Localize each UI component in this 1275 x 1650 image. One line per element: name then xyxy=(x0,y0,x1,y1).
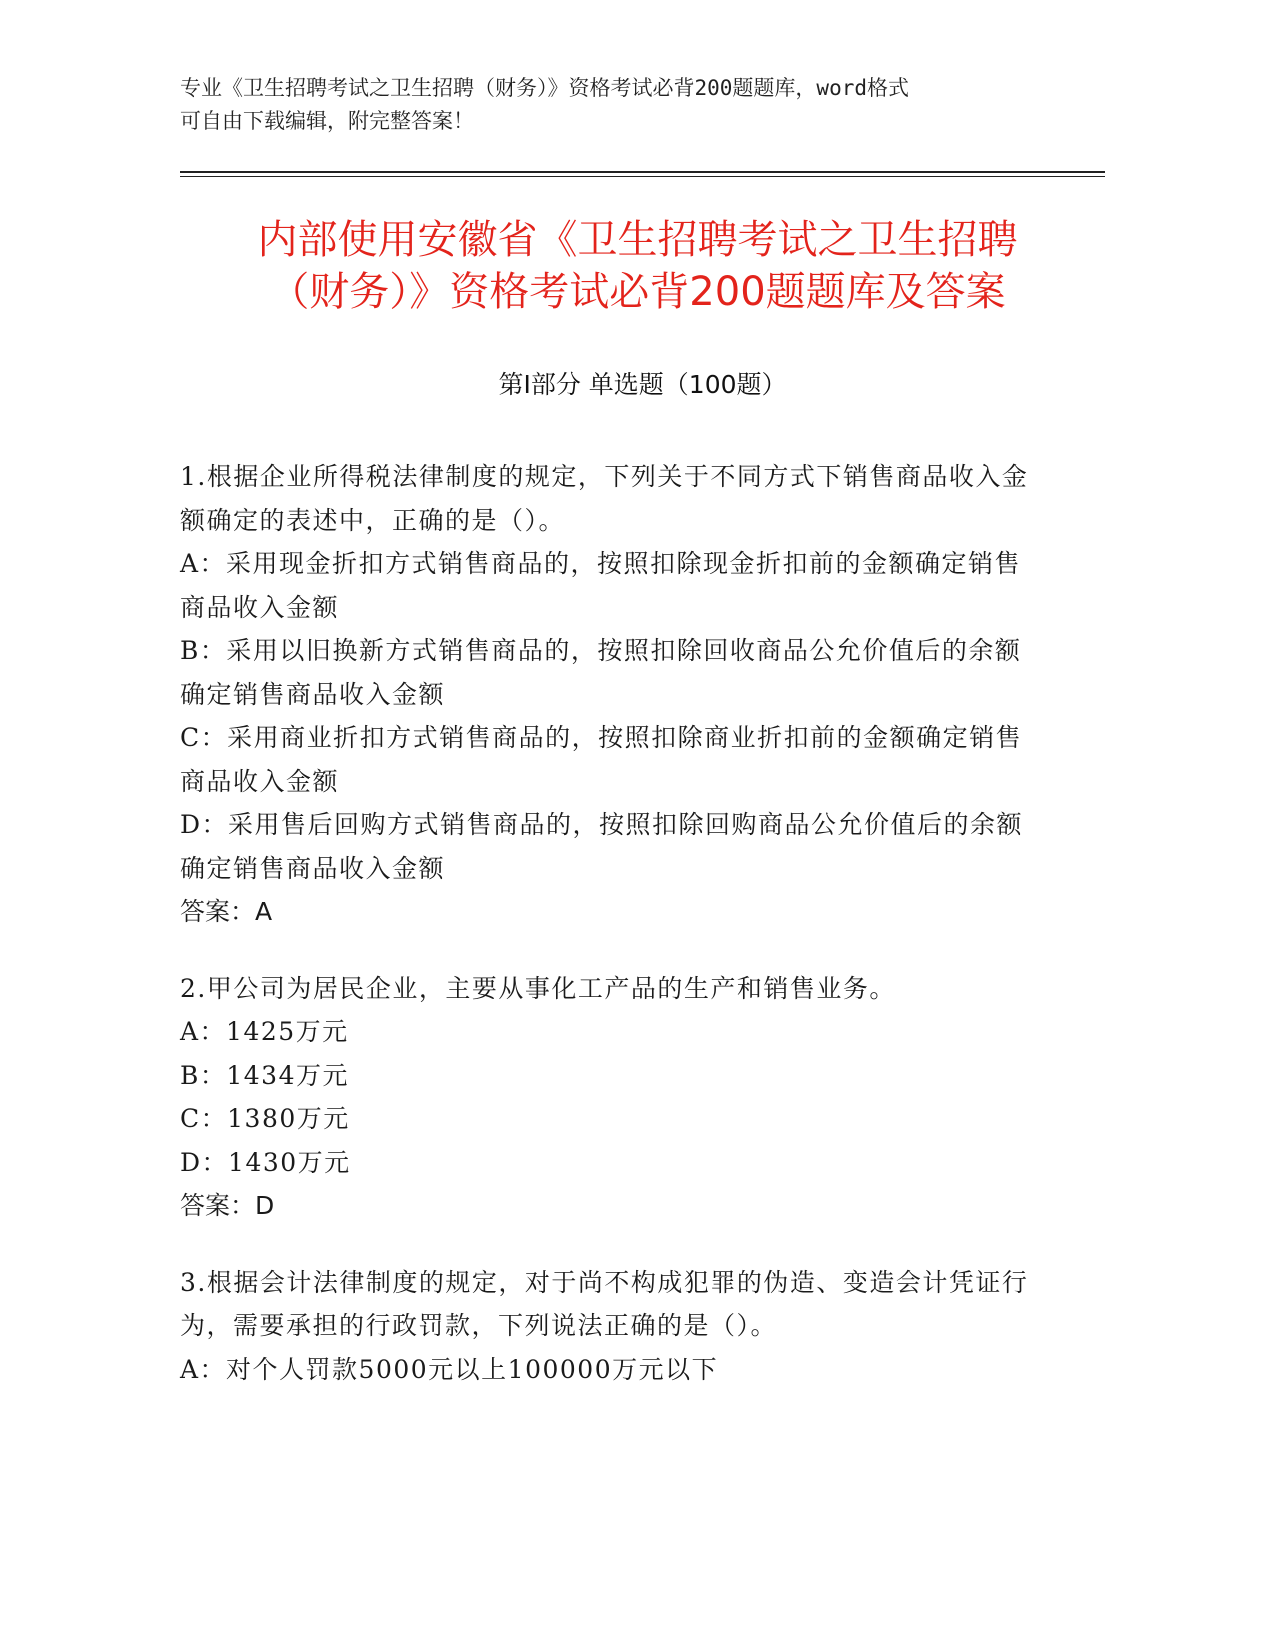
question-1 xyxy=(180,455,1030,934)
header-note-line: 专业《卫生招聘考试之卫生招聘（财务）》资格考试必背200题题库，word格式 xyxy=(180,76,909,100)
option-a: A：采用现金折扣方式销售商品的，按照扣除现金折扣前的金额确定销售商品收入金额 xyxy=(180,549,1022,622)
document-title-line: 内部使用安徽省《卫生招聘考试之卫生招聘 xyxy=(257,217,1018,263)
option-a: A：对个人罚款5000元以上100000万元以下 xyxy=(180,1354,719,1384)
document-title-line: （财务）》资格考试必背200题题库及答案 xyxy=(269,269,1006,315)
option-c: C：1380万元 xyxy=(180,1104,350,1133)
question-list xyxy=(180,455,1030,1391)
option-a: A：1425万元 xyxy=(180,1017,349,1046)
header-rule-thick xyxy=(180,171,1105,173)
option-b: B：采用以旧换新方式销售商品的，按照扣除回收商品公允价值后的余额确定销售商品收入金额 xyxy=(180,636,1022,709)
question-stem: 1.根据企业所得税法律制度的规定，下列关于不同方式下销售商品收入金额确定的表述中，正确的是（）。 xyxy=(180,462,1029,535)
section-title: 第Ⅰ部分 单选题（100题） xyxy=(498,370,787,399)
option-d: D：采用售后回购方式销售商品的，按照扣除回购商品公允价值后的余额确定销售商品收入金额 xyxy=(180,810,1024,883)
answer-line: 答案：D xyxy=(180,1191,275,1220)
answer-line: 答案：A xyxy=(180,897,273,926)
header-note xyxy=(180,72,1080,138)
question-3 xyxy=(180,1261,1030,1392)
question-2 xyxy=(180,967,1030,1228)
question-stem: 2.甲公司为居民企业，主要从事化工产品的生产和销售业务。 xyxy=(180,973,896,1003)
option-b: B：1434万元 xyxy=(180,1060,349,1090)
option-d: D：1430万元 xyxy=(180,1147,351,1177)
question-stem: 3.根据会计法律制度的规定，对于尚不构成犯罪的伪造、变造会计凭证行为，需要承担的行政罚款，下列说法正确的是（）。 xyxy=(180,1267,1029,1340)
document-title xyxy=(150,214,1125,318)
header-note-line: 可自由下载编辑，附完整答案！ xyxy=(180,109,474,133)
header-rule-thin xyxy=(180,176,1105,177)
option-c: C：采用商业折扣方式销售商品的，按照扣除商业折扣前的金额确定销售商品收入金额 xyxy=(180,723,1023,796)
